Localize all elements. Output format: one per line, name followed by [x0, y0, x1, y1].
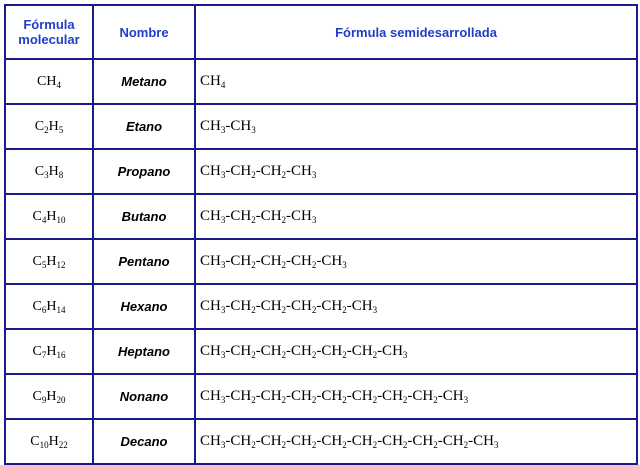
- formula-subscript: 3: [44, 169, 49, 180]
- formula-group: -CH: [377, 433, 403, 449]
- compound-name-cell: Propano: [93, 149, 195, 194]
- formula-group: -CH: [255, 433, 282, 449]
- semideveloped-formula-cell: [195, 59, 637, 104]
- formula-group: C: [30, 433, 40, 449]
- formula-subscript: 3: [220, 125, 226, 135]
- molecular-formula-cell: [5, 149, 93, 194]
- compound-name-cell: Pentano: [93, 239, 195, 284]
- formula-subscript: 2: [281, 260, 287, 270]
- formula-group: -CH: [316, 298, 343, 314]
- table-row: [5, 239, 637, 284]
- formula-subscript: 2: [251, 440, 256, 450]
- formula-group: CH: [200, 118, 221, 134]
- compound-name-cell: Butano: [93, 194, 195, 239]
- formula-group: CH: [200, 208, 221, 224]
- formula-subscript: 2: [311, 395, 317, 405]
- formula-group: H: [48, 433, 59, 449]
- table-row: [5, 149, 637, 194]
- formula-group: -CH: [255, 253, 282, 269]
- formula-subscript: 3: [493, 440, 499, 450]
- header-semideveloped-formula: Fórmula semidesarrollada: [195, 5, 637, 59]
- table-row: [5, 419, 637, 464]
- formula-group: -CH: [407, 388, 434, 404]
- formula-subscript: 2: [372, 395, 378, 405]
- formula-subscript: 2: [281, 440, 287, 450]
- header-row: [5, 5, 637, 59]
- table-body: [5, 59, 637, 464]
- semideveloped-formula-cell: [195, 194, 637, 239]
- table-row: [5, 59, 637, 104]
- formula-subscript: 8: [58, 169, 64, 180]
- formula-group: H: [46, 73, 57, 89]
- formula-subscript: 2: [251, 215, 256, 225]
- formula-subscript: 2: [251, 260, 256, 270]
- formula-group: CH: [200, 73, 221, 89]
- formula-subscript: 4: [41, 214, 47, 225]
- alkanes-table: [4, 4, 638, 465]
- formula-group: CH: [200, 298, 221, 314]
- formula-subscript: 2: [251, 170, 256, 180]
- semideveloped-formula-cell: [195, 149, 637, 194]
- formula-group: -CH: [437, 388, 464, 404]
- formula-subscript: 3: [220, 440, 226, 450]
- formula-subscript: 3: [220, 170, 226, 180]
- formula-subscript: 12: [56, 259, 66, 270]
- compound-name-cell: Heptano: [93, 329, 195, 374]
- formula-group: -CH: [255, 388, 282, 404]
- formula-subscript: 2: [311, 305, 317, 315]
- formula-group: CH: [200, 433, 221, 449]
- formula-group: -CH: [286, 253, 312, 269]
- table-row: [5, 104, 637, 149]
- formula-subscript: 3: [220, 395, 226, 405]
- table-row: [5, 374, 637, 419]
- semideveloped-formula-cell: [195, 419, 637, 464]
- formula-subscript: 2: [44, 124, 49, 135]
- formula-subscript: 2: [281, 215, 287, 225]
- formula-subscript: 2: [281, 305, 287, 315]
- molecular-formula-cell: [5, 59, 93, 104]
- formula-group: -CH: [225, 388, 252, 404]
- formula-group: C: [32, 208, 42, 224]
- semideveloped-formula-cell: [195, 329, 637, 374]
- header-name: Nombre: [93, 5, 195, 59]
- formula-group: -CH: [316, 433, 343, 449]
- formula-subscript: 3: [342, 260, 347, 270]
- formula-group: CH: [200, 388, 221, 404]
- molecular-formula-cell: [5, 374, 93, 419]
- formula-group: CH: [200, 163, 221, 179]
- molecular-formula-cell: [5, 239, 93, 284]
- semideveloped-formula-cell: [195, 239, 637, 284]
- formula-subscript: 2: [342, 395, 347, 405]
- formula-subscript: 2: [372, 440, 378, 450]
- formula-subscript: 3: [402, 350, 408, 360]
- formula-group: -CH: [255, 298, 282, 314]
- formula-subscript: 3: [220, 215, 226, 225]
- molecular-formula-cell: [5, 284, 93, 329]
- formula-subscript: 2: [402, 395, 408, 405]
- formula-subscript: 2: [251, 305, 256, 315]
- molecular-formula-cell: [5, 194, 93, 239]
- molecular-formula-cell: [5, 329, 93, 374]
- formula-subscript: 2: [342, 350, 347, 360]
- formula-subscript: 2: [281, 395, 287, 405]
- formula-group: CH: [200, 253, 221, 269]
- formula-group: -CH: [377, 343, 403, 359]
- formula-group: C: [34, 163, 45, 179]
- formula-group: H: [48, 118, 59, 134]
- formula-subscript: 2: [433, 440, 438, 450]
- formula-group: -CH: [286, 298, 312, 314]
- formula-group: C: [32, 298, 42, 314]
- formula-subscript: 2: [281, 350, 287, 360]
- formula-group: -CH: [255, 208, 282, 224]
- formula-subscript: 6: [41, 304, 47, 315]
- formula-group: -CH: [255, 163, 282, 179]
- formula-group: -CH: [377, 388, 403, 404]
- formula-group: -CH: [346, 343, 373, 359]
- formula-group: -CH: [316, 388, 343, 404]
- compound-name-cell: Nonano: [93, 374, 195, 419]
- formula-subscript: 3: [372, 305, 378, 315]
- formula-group: -CH: [225, 343, 252, 359]
- formula-subscript: 16: [56, 349, 66, 360]
- formula-subscript: 2: [311, 350, 317, 360]
- formula-subscript: 3: [251, 125, 256, 135]
- formula-subscript: 5: [58, 124, 64, 135]
- formula-group: H: [46, 298, 57, 314]
- formula-group: H: [46, 388, 57, 404]
- formula-group: -CH: [286, 388, 312, 404]
- formula-group: -CH: [346, 433, 373, 449]
- formula-group: -CH: [286, 208, 312, 224]
- formula-group: H: [46, 208, 57, 224]
- formula-group: -CH: [316, 253, 343, 269]
- formula-subscript: 2: [402, 440, 408, 450]
- formula-group: -CH: [346, 388, 373, 404]
- formula-subscript: 2: [251, 395, 256, 405]
- formula-subscript: 2: [463, 440, 469, 450]
- formula-subscript: 20: [56, 394, 66, 405]
- formula-group: H: [46, 253, 57, 269]
- formula-group: C: [32, 253, 42, 269]
- formula-group: -CH: [468, 433, 494, 449]
- formula-subscript: 2: [342, 440, 347, 450]
- formula-group: -CH: [225, 298, 252, 314]
- formula-group: C: [32, 343, 42, 359]
- formula-subscript: 4: [56, 79, 61, 90]
- formula-group: -CH: [286, 343, 312, 359]
- formula-subscript: 2: [251, 350, 256, 360]
- formula-group: -CH: [286, 433, 312, 449]
- formula-group: C: [32, 388, 42, 404]
- formula-subscript: 22: [58, 439, 68, 450]
- formula-subscript: 3: [220, 260, 226, 270]
- formula-group: H: [48, 163, 59, 179]
- header-molecular-formula: Fórmula molecular: [5, 5, 93, 59]
- formula-group: -CH: [286, 163, 312, 179]
- formula-group: CH: [200, 343, 221, 359]
- formula-subscript: 2: [311, 440, 317, 450]
- formula-group: -CH: [225, 118, 252, 134]
- table-row: [5, 329, 637, 374]
- formula-group: -CH: [225, 433, 252, 449]
- semideveloped-formula-cell: [195, 284, 637, 329]
- formula-group: -CH: [255, 343, 282, 359]
- formula-subscript: 10: [39, 439, 49, 450]
- formula-group: -CH: [225, 253, 252, 269]
- formula-subscript: 2: [433, 395, 438, 405]
- formula-group: -CH: [225, 208, 252, 224]
- formula-subscript: 2: [372, 350, 378, 360]
- formula-subscript: 14: [56, 304, 66, 315]
- table-row: [5, 284, 637, 329]
- formula-subscript: 2: [281, 170, 287, 180]
- table-row: [5, 194, 637, 239]
- formula-subscript: 3: [463, 395, 469, 405]
- compound-name-cell: Etano: [93, 104, 195, 149]
- formula-subscript: 3: [220, 305, 226, 315]
- molecular-formula-cell: [5, 104, 93, 149]
- formula-group: -CH: [346, 298, 373, 314]
- compound-name-cell: Hexano: [93, 284, 195, 329]
- formula-subscript: 3: [311, 170, 317, 180]
- formula-group: -CH: [225, 163, 252, 179]
- formula-group: -CH: [316, 343, 343, 359]
- formula-group: H: [46, 343, 57, 359]
- formula-group: -CH: [437, 433, 464, 449]
- formula-subscript: 10: [56, 214, 66, 225]
- formula-group: C: [37, 73, 47, 89]
- formula-group: -CH: [407, 433, 434, 449]
- molecular-formula-cell: [5, 419, 93, 464]
- formula-subscript: 5: [41, 259, 47, 270]
- compound-name-cell: Decano: [93, 419, 195, 464]
- formula-subscript: 3: [220, 350, 226, 360]
- formula-subscript: 3: [311, 215, 317, 225]
- formula-subscript: 2: [342, 305, 347, 315]
- semideveloped-formula-cell: [195, 374, 637, 419]
- formula-subscript: 9: [41, 394, 47, 405]
- compound-name-cell: Metano: [93, 59, 195, 104]
- semideveloped-formula-cell: [195, 104, 637, 149]
- formula-subscript: 4: [220, 80, 226, 90]
- formula-group: C: [34, 118, 45, 134]
- formula-subscript: 7: [41, 349, 47, 360]
- formula-subscript: 2: [311, 260, 317, 270]
